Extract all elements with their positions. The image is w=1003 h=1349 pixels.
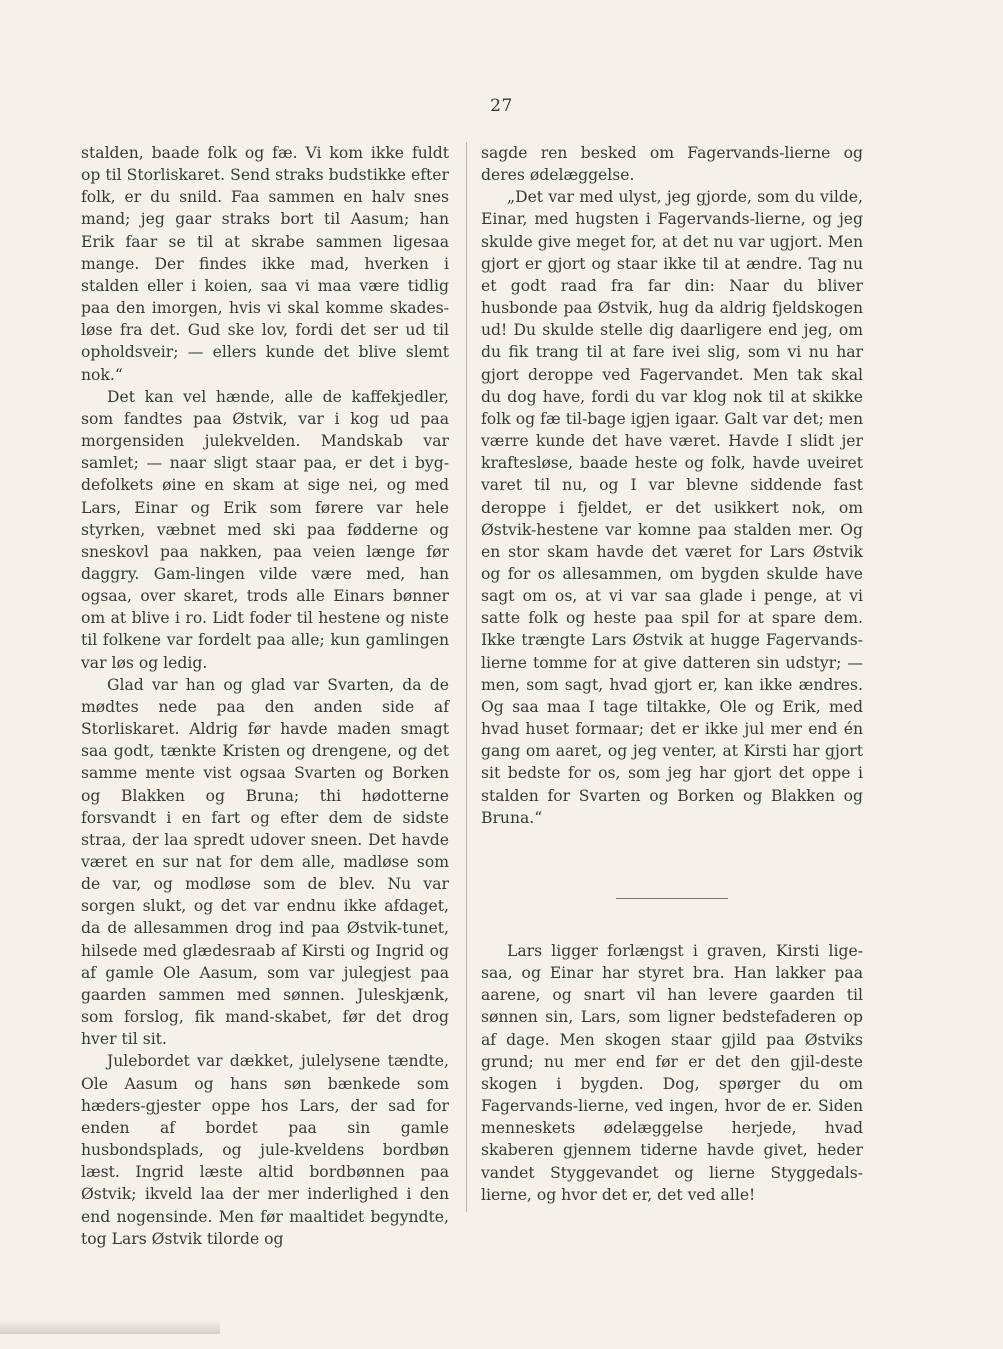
scan-edge [0, 1320, 220, 1334]
left-column [81, 142, 449, 1250]
paragraph: Julebordet var dækket, julelysene tændte, Ole Aasum og hans søn bænkede som hæders-gjester oppe hos Lars, der sad for enden af bordet paa sin gamle husbondsplads, og jule-kveldens bordbøn læst. Ingrid læste altid bordbønnen paa Østvik; ikveld laa der mer inderlighed i den end nogensinde. Men før maaltidet begyndte, tog Lars Østvik tilorde og [81, 1052, 449, 1248]
page-number: 27 [490, 96, 513, 116]
right-column [481, 142, 863, 1204]
section-rule [616, 898, 728, 899]
paragraph: sagde ren besked om Fagervands-lierne og deres ødelæggelse. [481, 144, 863, 185]
closing-paragraph: Lars ligger forlængst i graven, Kirsti lige-saa, og Einar har styret bra. Han lakker paa aarene, og snart vil han levere gaarden til sønnen sin, Lars, som ligner bedstefaderen op af dage. Men skogen staar gjild paa Østviks grund; nu mer end før er det den gjil-deste skogen i bygden. Dog, spørger du om Fagervands-lierne, ved ingen, hvor de er. Siden menneskets ødelæggelse herjede, hvad skaberen gjennem tiderne havde givet, heder vandet Styggevandet og lierne Styggedals-lierne, og hvor det er, det ved alle! [481, 942, 863, 1204]
paragraph: Glad var han og glad var Svarten, da de mødtes nede paa den anden side af Storliskaret. Aldrig før havde maden smagt saa godt, tænkte Kristen og drengene, og det samme mente vist ogsaa Svarten og Borken og Blakken og Bruna; thi hødotterne forsvandt i en fart og efter dem de sidste straa, der laa spredt udover sneen. Det havde været en sur nat for dem alle, madløse som de var, og modløse som de blev. Nu var sorgen slukt, og det var endnu ikke afdaget, da de allesammen drog ind paa Østvik-tunet, hilsede med glædesraab af Kirsti og Ingrid og af gamle Ole Aasum, som var julegjest paa gaarden sammen med sønnen. Juleskjænk, som forslog, fik mand-skabet, før det drog hver til sit. [81, 675, 449, 1049]
paragraph: „Det var med ulyst, jeg gjorde, som du vilde, Einar, med hugsten i Fagervands-lierne, og jeg skulde give meget for, at det nu var ugjort. Men gjort er gjort og staar ikke til at ændre. Tag nu et godt raad fra far din: Naar du bliver husbonde paa Østvik, hug da aldrig fjeldskogen ud! Du skulde stelle dig daarligere end jeg, om du fik trang til at fare ivei slig, som vi nu har gjort deroppe ved Fagervandet. Men tak skal du dog have, fordi du var klog nok til at skikke folk og fæ til-bage igjen igaar. Galt var det; men værre kunde det have været. Havde I slidt jer kraftesløse, baade heste og folk, havde uveiret varet til nu, og I var blevne siddende fast deroppe i fjeldet, er det usikkert nok, om Østvik-hestene var komne paa stalden mer. Og en stor skam havde det været for Lars Østvik og for os allesammen, om bygden skulde have sagt om os, at vi var saa glade i penge, at vi satte folk og heste paa spil for at spare dem. Ikke trængte Lars Østvik at hugge Fagervands-lierne tomme for at give datteren sin udstyr; — men, som sagt, hvad gjort er, kan ikke ændres. Og saa maa I tage tiltakke, Ole og Erik, med hvad huset formaar; det er ikke jul mer end én gang om aaret, og jeg venter, at Kirsti har gjort sit bedste for os, som jeg har gjort det oppe i stalden for Svarten og Borken og Blakken og Bruna.“ [481, 188, 863, 827]
paragraph: Det kan vel hænde, alle de kaffekjedler, som fandtes paa Østvik, var i kog ud paa morgensiden julekvelden. Mandskab var samlet; — naar sligt staar paa, er det i byg-defolkets øine en skam at sige nei, og med Lars, Einar og Erik som førere var hele styrken, væbnet med ski paa fødderne og sneskovl paa nakken, paa veien længe før daggry. Gam-lingen vilde være med, han ogsaa, over skaret, trods alle Einars bønner om at blive i ro. Lidt foder til hestene og niste til folkene var fordelt paa alle; kun gamlingen var løs og ledig. [81, 387, 449, 672]
column-divider [466, 142, 467, 1212]
paragraph: stalden, baade folk og fæ. Vi kom ikke fuldt op til Storliskaret. Send straks budstikke efter folk, er du snild. Faa sammen en halv snes mand; jeg gaar straks bort til Aasum; han Erik faar se til at skrabe sammen ligesaa mange. Der findes ikke mad, hverken i stalden eller i koien, saa vi maa være tidlig paa den imorgen, hvis vi skal komme skades-løse fra det. Gud ske lov, fordi det ser ud til opholdsveir; — ellers kunde det blive slemt nok.“ [81, 144, 449, 384]
